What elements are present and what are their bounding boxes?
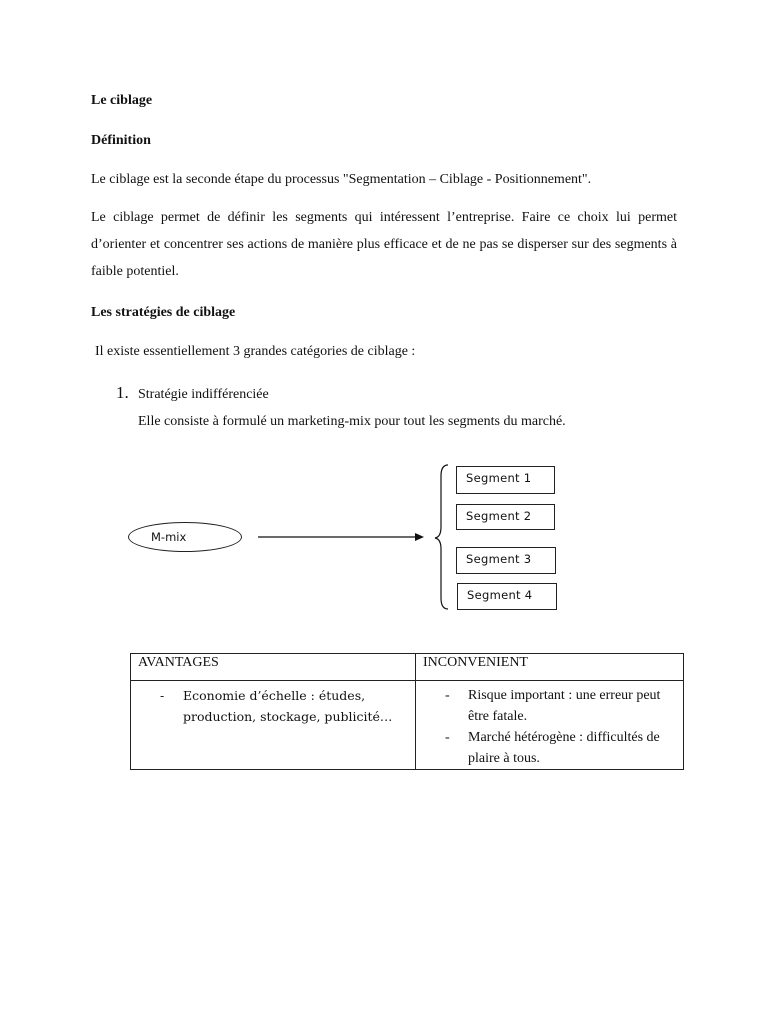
mmix-ellipse: M-mix: [128, 522, 242, 552]
list-item: - Economie d’échelle : études, production, stockage, publicité…: [160, 688, 393, 724]
advantages-cell: [131, 681, 416, 770]
page-title: Le ciblage: [91, 93, 153, 108]
comparison-table: [130, 653, 684, 770]
list-number: 1.: [116, 383, 129, 402]
arrow-head: [415, 533, 424, 541]
disadvantages-cell: [416, 681, 684, 770]
intro-text: Il existe essentiellement 3 grandes catégories de ciblage :: [95, 344, 416, 359]
paragraph-definition: Le ciblage est la seconde étape du processus "Segmentation – Ciblage - Positionnement".: [91, 172, 592, 187]
list-item: - Risque important : une erreur peut être fatale.: [445, 688, 661, 724]
segment-box-3: Segment 3: [456, 547, 556, 574]
header-inconvenient: INCONVENIENT: [416, 654, 684, 681]
strategy-heading: Stratégie indifférenciée: [138, 387, 269, 402]
strategy-description: Elle consiste à formulé un marketing-mix pour tout les segments du marché.: [138, 414, 566, 429]
segment-box-2: Segment 2: [456, 504, 555, 530]
curly-brace: [435, 465, 448, 609]
paragraph-ciblage: Le ciblage permet de définir les segments qui intéressent l’entreprise. Faire ce choix lui permet d’orienter et concentrer ses actions de manière plus efficace et de ne pas se disperser sur des segments à faible potentiel.: [91, 210, 677, 279]
list-item: - Marché hétérogène : difficultés de plaire à tous.: [445, 730, 660, 766]
section-heading-definition: Définition: [91, 133, 151, 148]
table-header-row: [131, 654, 684, 681]
segment-box-4: Segment 4: [457, 583, 557, 610]
header-avantages: AVANTAGES: [131, 654, 416, 681]
segment-box-1: Segment 1: [456, 466, 555, 494]
section-heading-strategies: Les stratégies de ciblage: [91, 305, 236, 320]
table-row: [131, 681, 684, 770]
